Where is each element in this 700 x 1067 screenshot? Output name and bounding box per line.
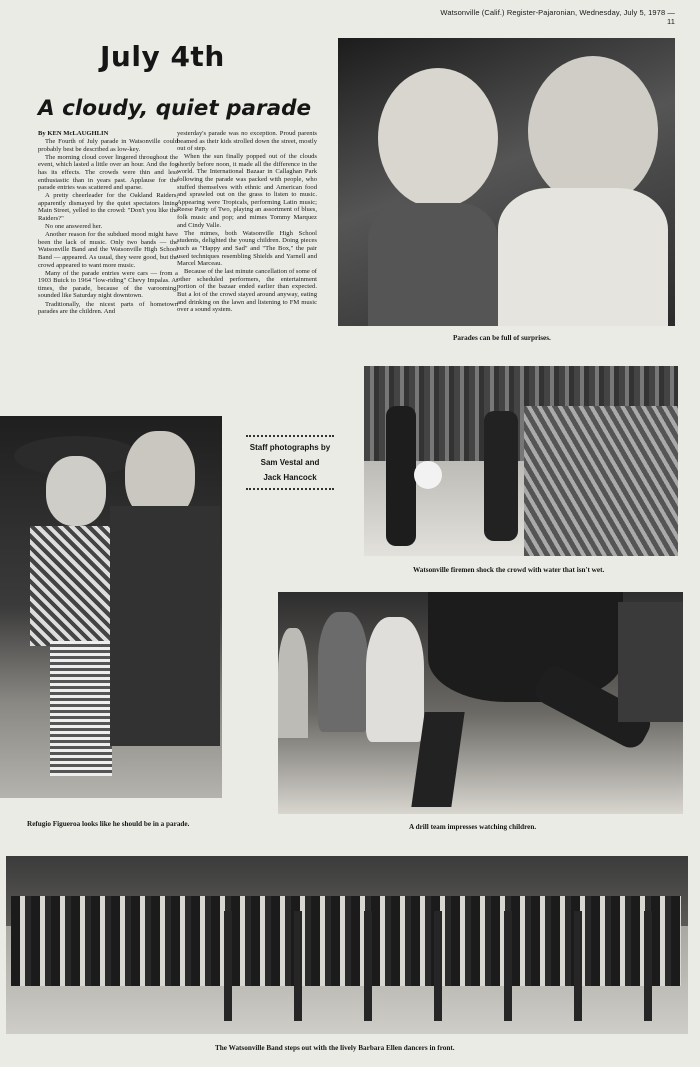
photo-children xyxy=(338,38,675,326)
photo-band xyxy=(6,856,688,1034)
byline: By KEN McLAUGHLIN xyxy=(38,130,109,137)
article-paragraph: Another reason for the subdued mood might have been the lack of music. Only two bands — the Watsonville Band and the Watsonville High School Band — appeared. As usual, they were good, but the crowd appeared to want more music. xyxy=(38,231,178,269)
article-paragraph: The morning cloud cover lingered throughout the event, which lasted a little over an hour. And the fog has its effects. The crowds were thin and less enthusiastic than in years past. Applause for the parade entries was scattered and sparse. xyxy=(38,153,178,192)
credit-line: Sam Vestal and xyxy=(260,458,320,467)
credit-line: Staff photographs by xyxy=(249,443,331,452)
photo-credit xyxy=(240,432,340,493)
caption-firemen: Watsonville firemen shock the crowd with water that isn't wet. xyxy=(413,566,605,574)
section-kicker: July 4th xyxy=(100,40,225,73)
photo-drill-team xyxy=(278,592,683,814)
article-paragraph: A pretty cheerleader for the Oakland Raiders, apparently dismayed by the quiet spectators lining Main Street, yelled to the crowd: "Don't you like the Raiders?" xyxy=(38,192,178,223)
article-paragraph: The mimes, both Watsonville High School students, delighted the young children. Doing pieces such as "Happy and Sad" and "The Box," the pair used techniques resembling Shields and Yarnell and Marcel Marceau. xyxy=(177,229,317,268)
article-paragraph: No one answered her. xyxy=(45,223,103,231)
credit-line: Jack Hancock xyxy=(263,473,317,482)
photo-firemen xyxy=(364,366,678,556)
caption-band: The Watsonville Band steps out with the lively Barbara Ellen dancers in front. xyxy=(215,1044,455,1052)
article-paragraph: Many of the parade entries were cars — from a 1903 Buick to 1964 "low-riding" Chevy Impalas. At times, the parade, because of the varooming, sounded like Saturday night downtown. xyxy=(38,269,178,300)
article-paragraph: Traditionally, the nicest parts of hometown parades are the children. And xyxy=(38,300,178,316)
article-paragraph: When the sun finally popped out of the clouds shortly before noon, it made all the difference in the world. The International Bazaar in Callaghan Park following the parade was packed with people, who stuffed themselves with ethnic and American food and sprawled out on the grass to listen to music. Appearing were Tropicals, performing Latin music; Reese Party of Two, playing an assortment of blues, folk music and pop; and mimes Tommy Marquez and Cindy Valle. xyxy=(177,153,317,229)
photo-refugio xyxy=(0,416,222,798)
caption-drill-team: A drill team impresses watching children. xyxy=(409,823,537,831)
masthead: Watsonville (Calif.) Register-Pajaronian, Wednesday, July 5, 1978 — 11 xyxy=(440,8,675,26)
article-column-1 xyxy=(38,130,178,316)
article-paragraph: yesterday's parade was no exception. Proud parents beamed as their kids strolled down the street, mostly out of step. xyxy=(177,130,317,153)
article-column-2 xyxy=(177,130,317,314)
article-paragraph: The Fourth of July parade in Watsonville could probably best be described as low-key. xyxy=(38,138,178,153)
caption-children: Parades can be full of surprises. xyxy=(453,334,551,342)
headline: A cloudy, quiet parade xyxy=(38,96,312,121)
article-paragraph: Because of the last minute cancellation of some of other scheduled performers, the entertainment portion of the bazaar ended earlier than expected. But a lot of the crowd stayed around anyway, eating and drinking on the lawn and listening to FM music over a sound system. xyxy=(177,268,317,314)
divider xyxy=(246,488,334,490)
caption-refugio: Refugio Figueroa looks like he should be in a parade. xyxy=(27,820,190,828)
divider xyxy=(246,435,334,437)
